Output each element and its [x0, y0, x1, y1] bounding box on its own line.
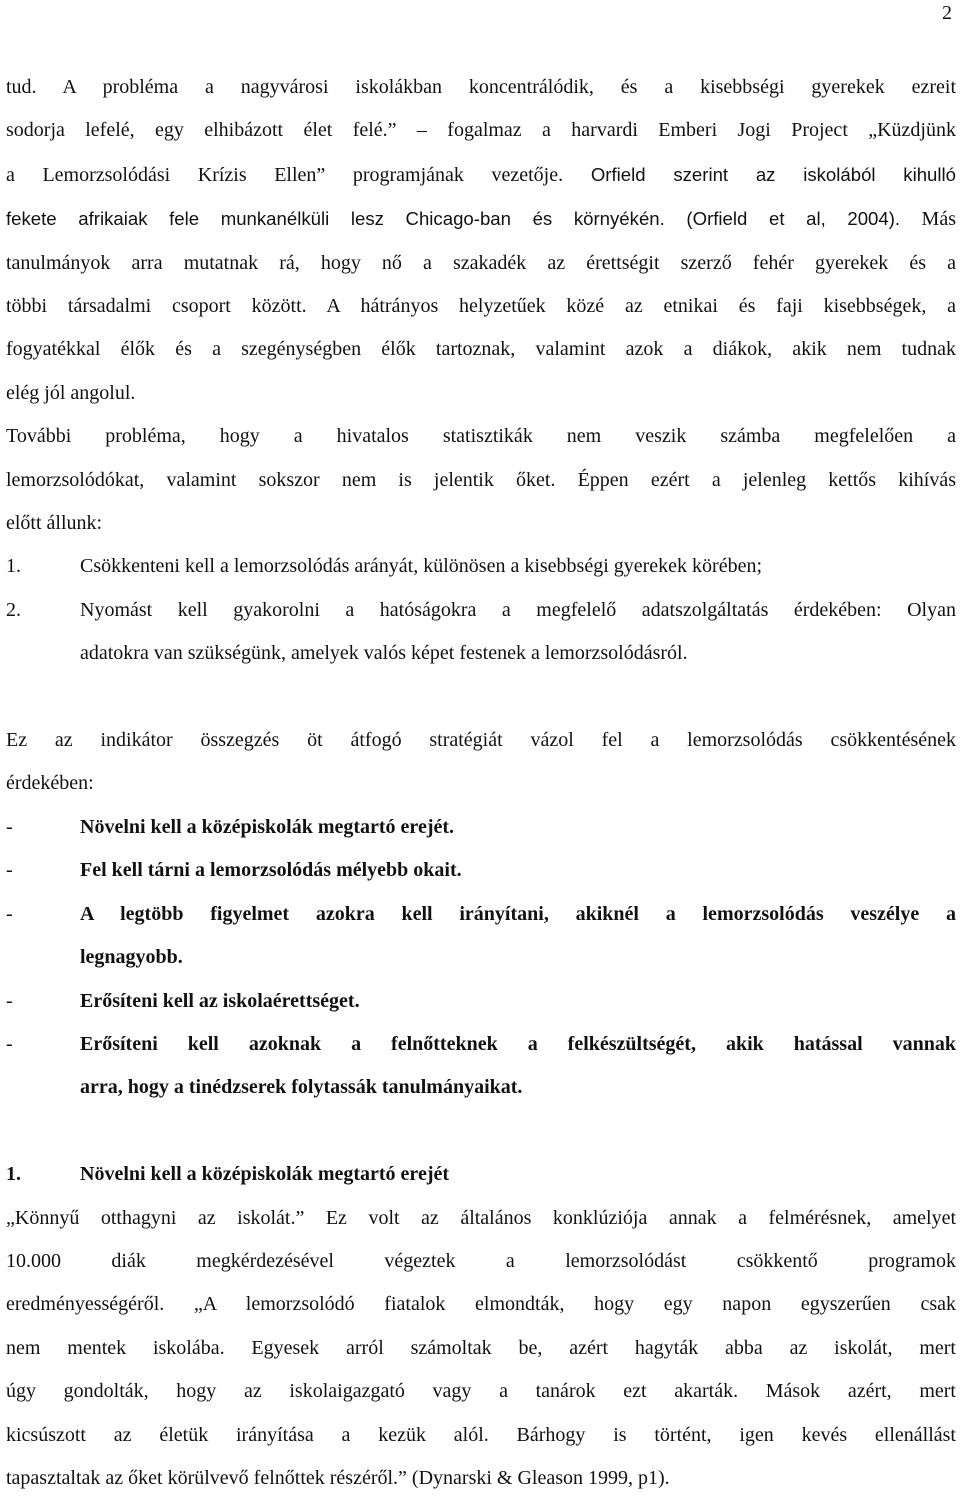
- text-line: kicsúszott az életük irányítása a kezük alól. Bárhogy is történt, igen kevés ellenállást: [6, 1423, 956, 1446]
- text-line: arra, hogy a tinédzserek folytassák tanulmányaikat.: [80, 1076, 523, 1099]
- text-line: Nyomást kell gyakorolni a hatóságokra a megfelelő adatszolgáltatás érdekében: Olyan: [80, 598, 956, 621]
- list-dash: -: [6, 989, 13, 1012]
- text-segment: többi társadalmi csoport között.: [6, 295, 307, 318]
- text-line: adatokra van szükségünk, amelyek valós képet festenek a lemorzsolódásról.: [80, 642, 688, 665]
- list-dash: -: [6, 902, 13, 925]
- list-item: [6, 980, 956, 1023]
- section-number: 1.: [6, 1163, 21, 1186]
- list-text: [80, 849, 956, 892]
- text-line: fogyatékkal élők és a szegénységben élők tartoznak, valamint azok a diákok, akik nem tudnak: [6, 338, 956, 361]
- text-line: Erősíteni kell azoknak a felnőtteknek a felkészültségét, akik hatással vannak: [80, 1032, 956, 1055]
- text-line: [6, 285, 956, 328]
- text-line: További probléma, hogy a hivatalos statisztikák nem veszik számba megfelelően a: [6, 425, 956, 448]
- list-item: [6, 589, 956, 676]
- list-dash: -: [6, 815, 13, 838]
- text-line: lemorzsolódókat, valamint sokszor nem is jelentik őket. Éppen ezért a jelenleg kettős kihívás: [6, 468, 956, 491]
- list-item: [6, 893, 956, 980]
- list-text: [80, 893, 956, 980]
- list-text: [80, 589, 956, 676]
- text-segment: fekete afrikaiak fele munkanélküli lesz Chicago-ban és környékén. (Orfield et al, 2004).: [6, 208, 901, 230]
- paragraph-problem: [6, 415, 956, 545]
- paragraph-summary: [6, 719, 956, 806]
- text-line: Növelni kell a középiskolák megtartó erejét.: [80, 815, 455, 838]
- text-line: Csökkenteni kell a lemorzsolódás arányát, különösen a kisebbségi gyerekek körében;: [80, 555, 763, 578]
- text-line: érdekében:: [6, 772, 94, 795]
- section-heading: [6, 1153, 956, 1196]
- text-segment: a Lemorzsolódási Krízis Ellen” programjának vezetője.: [6, 163, 564, 186]
- text-line: A legtöbb figyelmet azokra kell irányítani, akiknél a lemorzsolódás veszélye a: [80, 902, 956, 925]
- text-line: eredményességéről. „A lemorzsolódó fiatalok elmondták, hogy egy napon egyszerűen csak: [6, 1293, 956, 1316]
- paragraph-intro: [6, 66, 956, 415]
- paragraph-survey: [6, 1197, 956, 1500]
- numbered-list: [6, 545, 956, 675]
- text-line: tanulmányok arra mutatnak rá, hogy nő a szakadék az érettségit szerző fehér gyerekek és a: [6, 251, 956, 274]
- text-segment: Más: [900, 208, 956, 231]
- text-segment: Orfield szerint az iskolából kihulló: [563, 163, 956, 185]
- text-line: úgy gondolták, hogy az iskolaigazgató vagy a tanárok ezt akarták. Mások azért, mert: [6, 1380, 956, 1403]
- text-line: tapasztaltak az őket körülvevő felnőttek részéről.” (Dynarski & Gleason 1999, p1).: [6, 1466, 670, 1489]
- spacer: [6, 676, 956, 719]
- list-item: [6, 806, 956, 849]
- list-text: [80, 806, 956, 849]
- list-text: [80, 545, 956, 588]
- list-item: [6, 1023, 956, 1110]
- text-line: legnagyobb.: [80, 946, 183, 969]
- list-item: [6, 545, 956, 588]
- strategy-list: [6, 806, 956, 1110]
- list-dash: -: [6, 1032, 13, 1055]
- text-line: Fel kell tárni a lemorzsolódás mélyebb okait.: [80, 859, 462, 882]
- document-body: [6, 66, 956, 1500]
- section-title: Növelni kell a középiskolák megtartó erejét: [80, 1163, 450, 1186]
- text-line: sodorja lefelé, egy elhibázott élet felé.” – fogalmaz a harvardi Emberi Jogi Project „Küzdjünk: [6, 119, 956, 142]
- list-text: [80, 1023, 956, 1110]
- text-line: tud. A probléma a nagyvárosi iskolákban koncentrálódik, és a kisebbségi gyerekek ezreit: [6, 76, 956, 98]
- page-number: 2: [942, 2, 952, 24]
- list-number: 2.: [6, 598, 21, 621]
- text-line: [6, 153, 956, 197]
- text-line: „Könnyű otthagyni az iskolát.” Ez volt az általános konklúziója annak a felmérésnek, amelyet: [6, 1206, 956, 1229]
- text-line: előtt állunk:: [6, 512, 103, 535]
- text-line: Ez az indikátor összegzés öt átfogó stratégiát vázol fel a lemorzsolódás csökkentésének: [6, 729, 956, 752]
- text-line: elég jól angolul.: [6, 381, 136, 404]
- text-line: [6, 197, 956, 241]
- text-line: Erősíteni kell az iskolaérettséget.: [80, 989, 360, 1012]
- list-number: 1.: [6, 555, 21, 578]
- text-line: 10.000 diák megkérdezésével végeztek a lemorzsolódást csökkentő programok: [6, 1249, 956, 1272]
- list-text: [80, 980, 956, 1023]
- spacer: [6, 1110, 956, 1153]
- text-line: nem mentek iskolába. Egyesek arról számoltak be, azért hagyták abba az iskolát, mert: [6, 1336, 956, 1359]
- list-item: [6, 849, 956, 892]
- list-dash: -: [6, 859, 13, 882]
- text-segment: A hátrányos helyzetűek közé az etnikai és faji kisebbségek, a: [306, 295, 957, 318]
